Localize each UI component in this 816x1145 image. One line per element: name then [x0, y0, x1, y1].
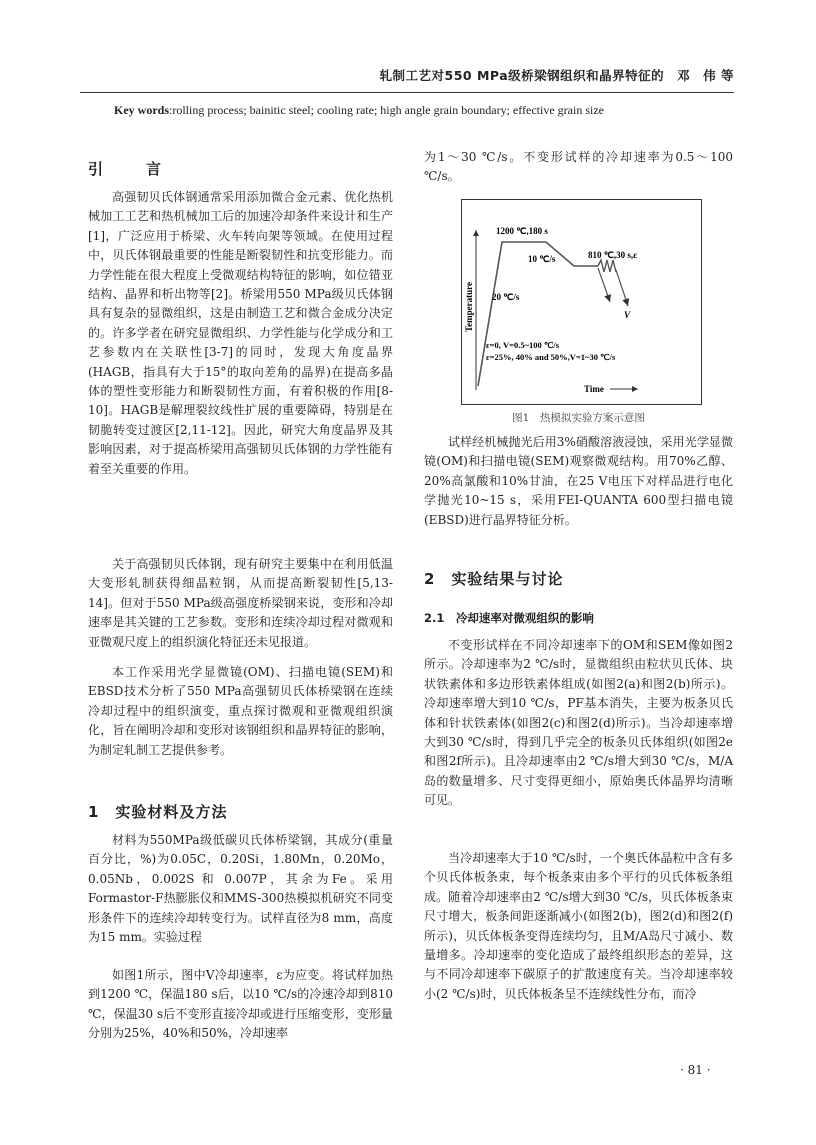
label-1200: 1200 ℃,180 s [496, 226, 548, 236]
methods-paragraph-1: 材料为550MPa级低碳贝氏体桥梁钢，其成分(重量百分比，%)为0.05C，0.20Si，1.80Mn，0.20Mo，0.05Nb，0.002S 和 0.007P，其余为Fe。采用Formastor-F热膨胀仪和MMS-300热模拟机研究不同变形条件下的连续冷却转变行为。试样直径为8 mm，高度为15 mm。实验过程 [88, 833, 393, 945]
figure-1-caption: 图1 热模拟实验方案示意图 [512, 412, 645, 424]
keywords-line [114, 103, 604, 118]
thermal-schedule-diagram [462, 200, 701, 404]
keywords-label: Key words [114, 103, 169, 117]
y-axis-label: Temperature [464, 282, 474, 332]
intro-paragraph-1: 高强韧贝氏体钢通常采用添加微合金元素、优化热机械加工工艺和热机械加工后的加速冷却条件来设计和生产[1]，广泛应用于桥梁、火车转向架等领域。在使用过程中，贝氏体钢最重要的性能是断裂韧性和抗变形能力。而力学性能在很大程度上受微观结构特征的影响，如位错亚结构、晶界和析出物等[2]。桥梁用550 MPa级贝氏体钢具有复杂的显微组织，这是由制造工艺和微合金成分决定的。许多学者在研究显微组织、力学性能与化学成分和工艺参数内在关联性[3-7]的同时，发现大角度晶界(HAGB，指具有大于15°的取向差角的晶界)在提高多晶体的塑性变形能力和断裂韧性方面，有着积极的作用[8-10]。HAGB是解理裂纹线性扩展的重要障碍，特别是在韧脆转变过渡区[2,11-12]。因此，研究大角度晶界及其影响因素，对于提高桥梁用高强韧贝氏体钢的力学性能有着至关重要的作用。 [88, 190, 393, 476]
label-V: V [624, 310, 631, 320]
header-rule [80, 92, 734, 93]
right-paragraph-2: 试样经机械抛光后用3%硝酸溶液浸蚀，采用光学显微镜(OM)和扫描电镜(SEM)观察微观结构。用70%乙醇、20%高氯酸和10%甘油，在25 V电压下对样品进行电化学抛光10~15 s，采用FEI-QUANTA 600型扫描电镜(EBSD)进行晶界特征分析。 [424, 435, 733, 527]
label-810: 810 ℃,30 s,ε [588, 250, 637, 260]
label-20: 20 ℃/s [492, 292, 520, 302]
legend-line-1: ε=0, V=0.5~100 ℃/s [486, 340, 560, 350]
figure-1 [461, 199, 702, 405]
results-paragraph-2: 当冷却速率大于10 ℃/s时，一个奥氏体晶粒中含有多个贝氏体板条束，每个板条束由多个平行的贝氏体板条组成。随着冷却速率由2 ℃/s增大到30 ℃/s，贝氏体板条束尺寸增大，板条间距逐渐减小(如图2(b)，图2(d)和图2(f)所示)，贝氏体板条变得连续均匀，且M/A岛尺寸减小、数量增多。冷却速率的变化造成了最终组织形态的差异，这与不同冷却速率下碳原子的扩散速度有关。当冷却速率较小(2 ℃/s)时，贝氏体板条呈不连续线性分布，而冷 [424, 851, 733, 1001]
right-paragraph-1: 为1～30 ℃/s。不变形试样的冷却速率为0.5～100 ℃/s。 [424, 150, 733, 184]
methods-paragraph-2: 如图1所示，图中V冷却速率，ε为应变。将试样加热到1200 ℃，保温180 s后，以10 ℃/s的冷速冷却到810 ℃，保温30 s后不变形直接冷却或进行压缩变形，变形量分别为25%，40%和50%，冷却速率 [88, 968, 393, 1041]
section-2-1-heading: 2.1 冷却速率对微观组织的影响 [424, 611, 594, 625]
label-10: 10 ℃/s [528, 254, 556, 264]
legend-line-2: ε=25%, 40% and 50%,V=1~30 ℃/s [486, 352, 616, 362]
section-1-heading: 1 实验材料及方法 [88, 803, 228, 821]
x-axis-label: Time [584, 384, 604, 394]
section-intro-heading: 引 言 [88, 160, 176, 178]
running-header: 轧制工艺对550 MPa级桥梁钢组织和晶界特征的 邓 伟 等 [379, 68, 734, 83]
intro-paragraph-3: 本工作采用光学显微镜(OM)、扫描电镜(SEM)和EBSD技术分析了550 MPa高强韧贝氏体桥梁钢在连续冷却过程中的组织演变，重点探讨微观和亚微观组织演化，旨在阐明冷却和变形对该钢组织和晶界特征的影响，为制定轧制工艺提供参考。 [88, 665, 393, 757]
cooling-arrow-1 [598, 268, 610, 302]
results-paragraph-1: 不变形试样在不同冷却速率下的OM和SEM像如图2所示。冷却速率为2 ℃/s时，显微组织由粒状贝氏体、块状铁素体和多边形铁素体组成(如图2(a)和图2(b)所示)。冷却速率增大到10 ℃/s，PF基本消失，主要为板条贝氏体和针状铁素体(如图2(c)和图2(d)所示)。当冷却速率增大到30 ℃/s时，得到几乎完全的板条贝氏体组织(如图2e和图2f所示)。且冷却速率由2 ℃/s增大到30 ℃/s，M/A岛的数量增多、尺寸变得更细小，原始奥氏体晶界均清晰可见。 [424, 638, 733, 808]
page-number: · 81 · [680, 1063, 711, 1077]
keywords-text: :rolling process; bainitic steel; cooling rate; high angle grain boundary; effective grain size [169, 103, 604, 117]
section-2-heading: 2 实验结果与讨论 [424, 570, 564, 588]
compression-zigzag [598, 260, 616, 272]
cooling-arrow-2 [616, 270, 628, 306]
intro-paragraph-2: 关于高强韧贝氏体钢，现有研究主要集中在利用低温大变形轧制获得细晶粒钢，从而提高断裂韧性[5,13-14]。但对于550 MPa级高强度桥梁钢来说，变形和冷却速率是其关键的工艺参数。变形和连续冷却过程对微观和亚微观尺度上的组织演化特征还未见报道。 [88, 557, 393, 649]
